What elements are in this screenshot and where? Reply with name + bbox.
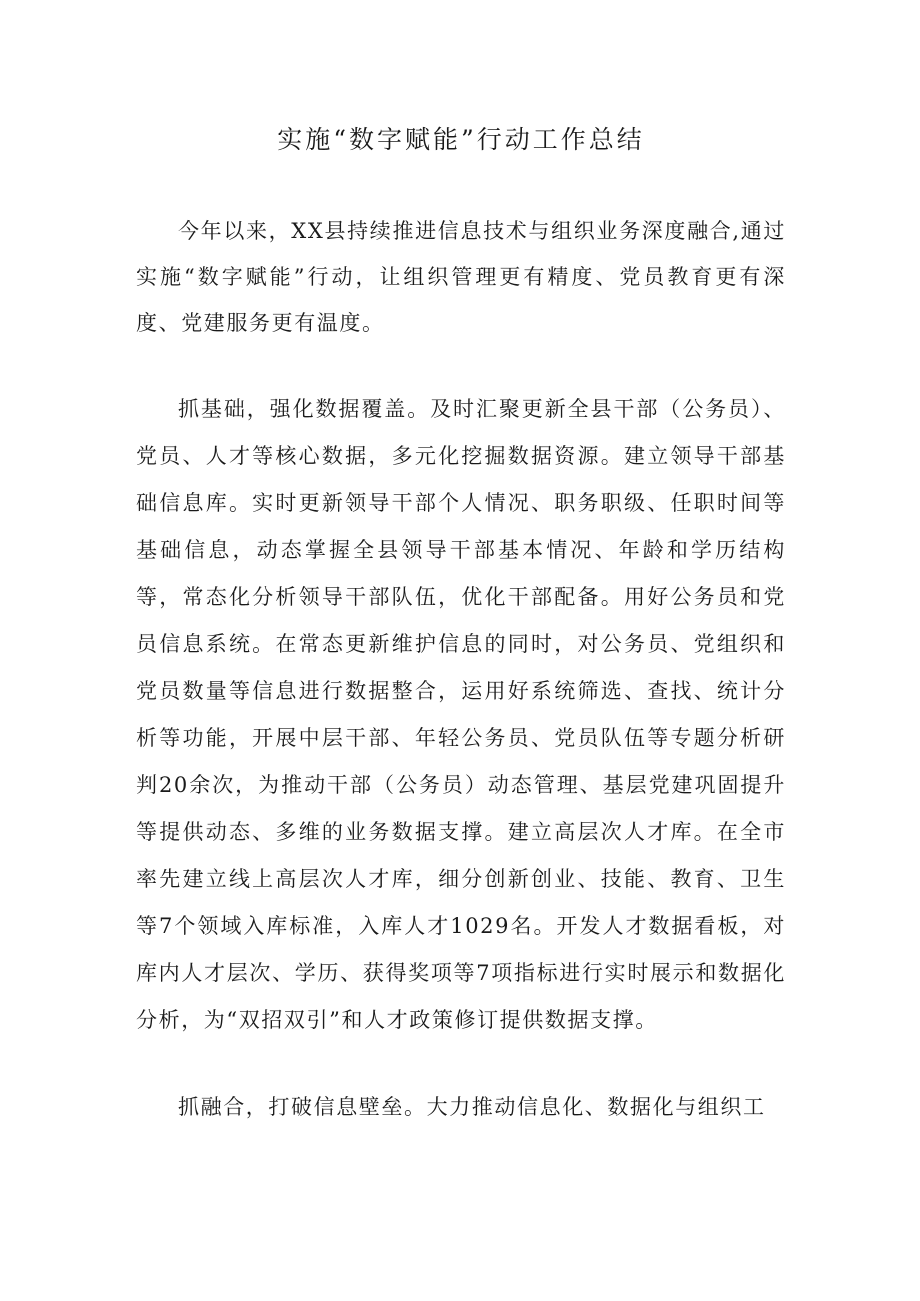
section-paragraph-integration: 抓融合，打破信息壁垒。大力推动信息化、数据化与组织工 — [178, 1095, 766, 1119]
section-paragraph-foundation: 抓基础，强化数据覆盖。及时汇聚更新全县干部（公务员）、党员、人才等核心数据，多元化挖掘数据资源。建立领导干部基础信息库。实时更新领导干部个人情况、职务职级、任职时间等基础信息，动态掌握全县领导干部基本情况、年龄和学历结构等，常态化分析领导干部队伍，优化干部配备。用好公务员和党员信息系统。在常态更新维护信息的同时，对公务员、党组织和党员数量等信息进行数据整合，运用好系统筛选、查找、统计分析等功能，开展中层干部、年轻公务员、党员队伍等专题分析研判20余次，为推动干部（公务员）动态管理、基层党建巩固提升等提供动态、多维的业务数据支撑。建立高层次人才库。在全市率先建立线上高层次人才库，细分创新创业、技能、教育、卫生等7个领域入库标准，入库人才1029名。开发人才数据看板，对库内人才层次、学历、获得奖项等7项指标进行实时展示和数据化分析，为“双招双引”和人才政策修订提供数据支撑。 — [136, 397, 786, 1032]
intro-paragraph: 今年以来，XX县持续推进信息技术与组织业务深度融合,通过实施“数字赋能”行动，让组织管理更有精度、党员教育更有深度、党建服务更有温度。 — [136, 219, 786, 335]
document-title: 实施“数字赋能”行动工作总结 — [277, 125, 645, 154]
